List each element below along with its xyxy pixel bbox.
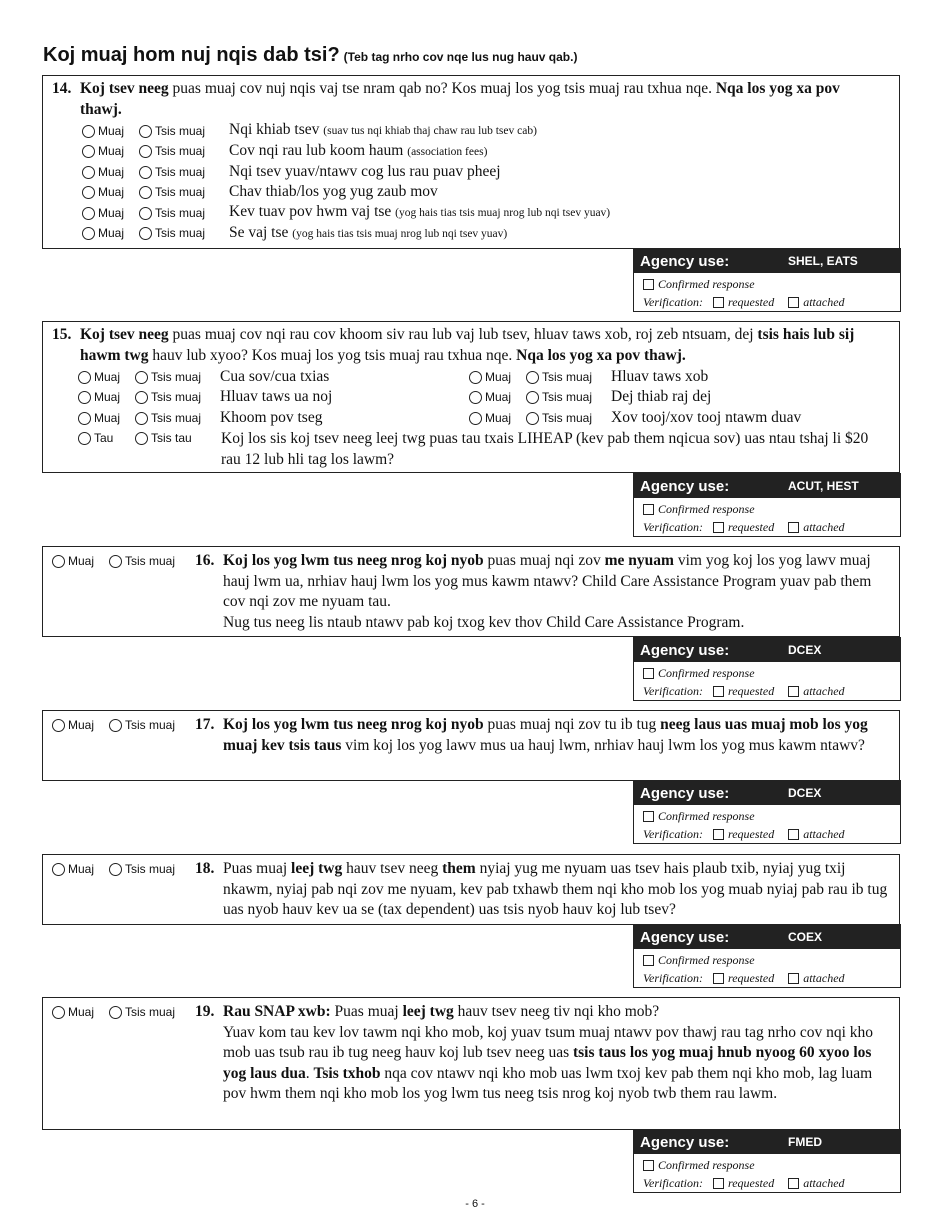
- question-text-part: puas muaj cov nqi rau cov khoom siv rau lub vaj lub tsev, hluav taws xob, roj zeb ntsuam, dej: [168, 326, 758, 343]
- agency-use-header: [634, 638, 900, 662]
- question-text-bold: them: [442, 860, 476, 877]
- question-number: 14.: [52, 80, 72, 97]
- expense-item: [229, 223, 507, 245]
- radio-circle-icon: [139, 207, 152, 220]
- radio-label: Muaj: [98, 164, 125, 179]
- radio-circle-icon: [82, 207, 95, 220]
- question-text: [223, 715, 885, 756]
- confirmed-row: [634, 275, 900, 293]
- radio-muaj[interactable]: [82, 121, 139, 142]
- confirmed-checkbox[interactable]: [643, 811, 654, 822]
- radio-circle-icon: [52, 555, 65, 568]
- radio-circle-icon: [135, 412, 148, 425]
- question-text-part: puas muaj cov nuj nqis vaj tse nram qab no? Kos muaj los yog tsis muaj rau txhua nqe.: [168, 80, 716, 97]
- verification-row: [634, 518, 900, 536]
- radio-circle-icon: [78, 371, 91, 384]
- agency-use-header: [634, 474, 900, 498]
- expense-item: [229, 120, 537, 142]
- option-row: [82, 203, 610, 223]
- radio-label: Muaj: [68, 1004, 95, 1019]
- question-text-bold: leej twg: [291, 860, 343, 877]
- option-row: [52, 551, 194, 571]
- requested-label: requested: [728, 294, 775, 309]
- radio-circle-icon: [139, 145, 152, 158]
- question-text-part: nyiaj yug me nyuam uas tsev hais plaub txib, nyiaj yug txij nkawm, nyiaj pab nqi zov me nyuam, kev pab txhawb them nqi kho mob los yog muab nyiaj pab rau ib tug uas nyob hauv kev ua se (tax dependent) uas tsis nyob hauv koj lub tsev?: [223, 860, 888, 918]
- attached-checkbox[interactable]: [788, 686, 799, 697]
- radio-tsis-muaj[interactable]: [139, 182, 229, 203]
- utility-item: Hluav taws xob: [611, 367, 709, 385]
- radio-label: Tsis muaj: [542, 369, 593, 384]
- option-row: [469, 408, 801, 428]
- radio-muaj[interactable]: [469, 387, 526, 408]
- requested-checkbox[interactable]: [713, 522, 724, 533]
- radio-circle-icon: [135, 371, 148, 384]
- expense-item-note: (yog hais tias tsis muaj nrog lub nqi tsev yuav): [395, 207, 611, 220]
- radio-tsis-muaj[interactable]: [139, 162, 229, 183]
- agency-use-header: [634, 1130, 900, 1154]
- radio-muaj[interactable]: [82, 223, 139, 244]
- radio-label: Tsis muaj: [155, 205, 206, 220]
- requested-checkbox[interactable]: [713, 1178, 724, 1189]
- attached-label: attached: [803, 970, 845, 985]
- confirmed-checkbox[interactable]: [643, 955, 654, 966]
- requested-label: requested: [728, 1175, 775, 1190]
- agency-use-label: Agency use:: [640, 477, 730, 495]
- attached-label: attached: [803, 1175, 845, 1190]
- radio-tsis-muaj[interactable]: [109, 715, 194, 736]
- page-title-main: Koj muaj hom nuj nqis dab tsi?: [43, 44, 340, 66]
- question-14: [42, 75, 900, 249]
- agency-use-box: [633, 1129, 901, 1193]
- attached-checkbox[interactable]: [788, 829, 799, 840]
- agency-use-label: Agency use:: [640, 641, 730, 659]
- radio-muaj[interactable]: [78, 367, 135, 388]
- radio-circle-icon: [82, 145, 95, 158]
- agency-use-box: [633, 924, 901, 988]
- radio-circle-icon: [109, 719, 122, 732]
- requested-checkbox[interactable]: [713, 973, 724, 984]
- radio-tsis-muaj[interactable]: [139, 141, 229, 162]
- confirmed-row: [634, 951, 900, 969]
- option-row: [82, 121, 537, 141]
- radio-label: Tsis muaj: [151, 369, 202, 384]
- option-row: [82, 142, 487, 162]
- expense-item-label: Nqi khiab tsev: [229, 121, 320, 139]
- radio-label: Muaj: [485, 410, 512, 425]
- radio-label: Tsis muaj: [542, 390, 593, 405]
- confirmed-checkbox[interactable]: [643, 504, 654, 515]
- question-text-part: puas muaj nqi zov: [483, 552, 605, 569]
- radio-label: Muaj: [98, 185, 125, 200]
- attached-label: attached: [803, 294, 845, 309]
- question-text-bold: tsis hais lub sij hawm twg: [80, 326, 855, 364]
- question-text-bold: Rau SNAP xwb:: [223, 1003, 331, 1020]
- radio-label: Muaj: [485, 390, 512, 405]
- agency-code: FMED: [788, 1135, 822, 1149]
- confirmed-row: [634, 807, 900, 825]
- question-17: [42, 710, 900, 781]
- expense-item-note: (association fees): [407, 145, 488, 158]
- radio-label: Muaj: [68, 553, 95, 568]
- question-text: [80, 325, 885, 366]
- radio-circle-icon: [82, 166, 95, 179]
- option-row: [78, 429, 220, 449]
- question-text-part: hauv tsev neeg: [342, 860, 443, 877]
- verification-row: [634, 1174, 900, 1192]
- expense-item: [229, 202, 610, 224]
- verification-row: [634, 682, 900, 700]
- radio-label: Muaj: [94, 369, 121, 384]
- radio-tsis-muaj[interactable]: [135, 367, 220, 388]
- radio-label: Tsis muaj: [125, 861, 176, 876]
- verification-label: Verification:: [643, 970, 703, 985]
- radio-circle-icon: [469, 391, 482, 404]
- confirmed-checkbox[interactable]: [643, 279, 654, 290]
- expense-item: [229, 162, 501, 183]
- verification-label: Verification:: [643, 519, 703, 534]
- question-text-bold: Tsis txhob: [313, 1064, 381, 1082]
- radio-tsis-muaj[interactable]: [139, 223, 229, 244]
- question-text: [80, 79, 880, 120]
- question-number: 16.: [195, 552, 215, 569]
- question-text-part: vim yog koj los yog lawv muaj hauj lwm ua, nrhiav hauj lwm los yog mus kawm ntawv? Child Care Assistance Program yuav pab them cov nqi zov me nyuam tau.: [223, 552, 872, 610]
- radio-tau[interactable]: [78, 428, 135, 449]
- expense-item-label: Chav thiab/los yog yug zaub mov: [229, 183, 438, 201]
- agency-use-box: [633, 780, 901, 844]
- radio-circle-icon: [135, 432, 148, 445]
- expense-item-label: Nqi tsev yuav/ntawv cog lus rau puav pheej: [229, 162, 501, 180]
- question-text-part: hauv tsev neeg tiv nqi kho mob?: [453, 1003, 660, 1020]
- radio-muaj[interactable]: [52, 859, 109, 880]
- expense-item-note: (suav tus nqi khiab thaj chaw rau lub tsev cab): [323, 125, 537, 138]
- verification-label: Verification:: [643, 1175, 703, 1190]
- agency-code: ACUT, HEST: [788, 479, 859, 493]
- radio-label: Tsis muaj: [542, 410, 593, 425]
- radio-circle-icon: [109, 555, 122, 568]
- agency-code: DCEX: [788, 786, 822, 800]
- requested-checkbox[interactable]: [713, 297, 724, 308]
- radio-circle-icon: [526, 371, 539, 384]
- agency-code: COEX: [788, 930, 823, 944]
- option-row: [469, 388, 711, 408]
- agency-use-label: Agency use:: [640, 1133, 730, 1151]
- option-row: [78, 388, 332, 408]
- confirmed-row: [634, 664, 900, 682]
- radio-label: Muaj: [485, 369, 512, 384]
- expense-item-label: Se vaj tse: [229, 223, 289, 241]
- radio-label: Tsis muaj: [155, 144, 206, 159]
- expense-item-note: (yog hais tias tsis muaj nrog lub nqi tsev yuav): [292, 227, 508, 240]
- question-text: [223, 1002, 893, 1105]
- verification-row: [634, 825, 900, 843]
- radio-circle-icon: [82, 227, 95, 240]
- question-text-part: hauv lub xyoo? Kos muaj los yog tsis muaj rau txhua nqe.: [148, 346, 517, 364]
- utility-item: Cua sov/cua txias: [220, 367, 330, 385]
- radio-label: Tsis muaj: [151, 390, 202, 405]
- confirmed-row: [634, 1156, 900, 1174]
- radio-tsis-muaj[interactable]: [526, 408, 611, 429]
- radio-tsis-muaj[interactable]: [109, 1002, 194, 1023]
- agency-use-box: [633, 637, 901, 701]
- radio-label: Tsis muaj: [155, 164, 206, 179]
- radio-circle-icon: [78, 391, 91, 404]
- confirmed-label: Confirmed response: [658, 665, 755, 680]
- verification-label: Verification:: [643, 294, 703, 309]
- question-text-part: Puas muaj: [223, 860, 292, 877]
- radio-tsis-muaj[interactable]: [526, 387, 611, 408]
- page-title-subtitle: (Teb tag nrho cov nqe lus nug hauv qab.): [343, 50, 578, 64]
- requested-label: requested: [728, 683, 775, 698]
- attached-checkbox[interactable]: [788, 297, 799, 308]
- question-text-part: Yuav kom tau kev lov tawm nqi kho mob, koj yuav tsum muaj ntawv pov thawj rau tag nrho cov nqi kho mob uas tsub rau ib tug neeg hauv koj lub tsev neeg uas: [223, 1023, 874, 1061]
- radio-label: Tsis tau: [151, 431, 192, 446]
- requested-checkbox[interactable]: [713, 686, 724, 697]
- question-text-bold: neeg laus uas muaj mob los yog muaj kev tsis taus: [223, 716, 868, 754]
- expense-item-label: Cov nqi rau lub koom haum: [229, 141, 404, 159]
- option-row: [82, 162, 501, 182]
- agency-use-label: Agency use:: [640, 928, 730, 946]
- requested-checkbox[interactable]: [713, 829, 724, 840]
- radio-circle-icon: [109, 863, 122, 876]
- radio-circle-icon: [78, 432, 91, 445]
- page-title: [43, 44, 577, 67]
- utility-item: Khoom pov tseg: [220, 408, 323, 426]
- radio-label: Tsis muaj: [125, 717, 176, 732]
- expense-item: [229, 182, 438, 203]
- radio-muaj[interactable]: [52, 1002, 109, 1023]
- verification-row: [634, 293, 900, 311]
- question-text-part: nqa cov ntawv nqi kho mob uas lwm txoj kev pab them nqi kho mob, lag luam pov hwm them nqi kho mob los yog lwm tus neeg tsis nrog koj nyob twb them rau lawm.: [223, 1064, 873, 1102]
- radio-circle-icon: [82, 125, 95, 138]
- radio-circle-icon: [52, 719, 65, 732]
- agency-code: DCEX: [788, 643, 822, 657]
- question-text-bold: Koj tsev neeg: [80, 326, 169, 343]
- option-row: [52, 859, 194, 879]
- radio-muaj[interactable]: [52, 715, 109, 736]
- question-15: [42, 321, 900, 473]
- radio-label: Tsis muaj: [155, 185, 206, 200]
- question-text-part: Nug tus neeg lis ntaub ntawv pab koj txog kev thov Child Care Assistance Program.: [223, 613, 745, 631]
- attached-checkbox[interactable]: [788, 973, 799, 984]
- radio-tsis-tau[interactable]: [135, 428, 220, 449]
- confirmed-checkbox[interactable]: [643, 1160, 654, 1171]
- radio-muaj[interactable]: [82, 141, 139, 162]
- question-number: 15.: [52, 326, 72, 343]
- requested-label: requested: [728, 970, 775, 985]
- radio-label: Muaj: [98, 123, 125, 138]
- radio-label: Muaj: [68, 717, 95, 732]
- question-16: [42, 546, 900, 637]
- question-text-bold: Koj los yog lwm tus neeg nrog koj nyob: [223, 552, 484, 569]
- radio-circle-icon: [139, 227, 152, 240]
- radio-muaj[interactable]: [82, 203, 139, 224]
- radio-circle-icon: [526, 412, 539, 425]
- radio-muaj[interactable]: [82, 162, 139, 183]
- radio-label: Tsis muaj: [155, 123, 206, 138]
- radio-circle-icon: [52, 1006, 65, 1019]
- option-row: [78, 367, 329, 387]
- question-text: [223, 859, 897, 921]
- agency-use-box: [633, 473, 901, 537]
- agency-use-header: [634, 781, 900, 805]
- radio-tsis-muaj[interactable]: [139, 121, 229, 142]
- radio-label: Tsis muaj: [155, 226, 206, 241]
- agency-code: SHEL, EATS: [788, 254, 858, 268]
- radio-muaj[interactable]: [78, 408, 135, 429]
- confirmed-label: Confirmed response: [658, 501, 755, 516]
- radio-tsis-muaj[interactable]: [109, 859, 194, 880]
- attached-label: attached: [803, 519, 845, 534]
- question-text-bold: me nyuam: [604, 552, 674, 569]
- radio-label: Tau: [94, 431, 114, 446]
- question-number: 17.: [195, 716, 215, 733]
- radio-label: Tsis muaj: [125, 1004, 176, 1019]
- question-text-bold: Koj tsev neeg: [80, 80, 169, 97]
- verification-label: Verification:: [643, 826, 703, 841]
- radio-muaj[interactable]: [82, 182, 139, 203]
- agency-use-label: Agency use:: [640, 784, 730, 802]
- radio-circle-icon: [135, 391, 148, 404]
- agency-use-header: [634, 249, 900, 273]
- option-row: [78, 408, 322, 428]
- question-text-bold: tsis taus los yog muaj hnub nyoog 60 xyoo los yog laus dua: [223, 1044, 872, 1082]
- question-text-bold: Koj los yog lwm tus neeg nrog koj nyob: [223, 716, 484, 733]
- utility-item: Xov tooj/xov tooj ntawm duav: [611, 408, 802, 426]
- question-number: 18.: [195, 860, 215, 877]
- radio-label: Muaj: [98, 144, 125, 159]
- radio-label: Muaj: [68, 861, 95, 876]
- radio-tsis-muaj[interactable]: [109, 551, 194, 572]
- radio-muaj[interactable]: [52, 551, 109, 572]
- question-text-bold: Nqa los yog xa pov thawj.: [516, 346, 686, 364]
- radio-circle-icon: [109, 1006, 122, 1019]
- radio-label: Tsis muaj: [151, 410, 202, 425]
- radio-circle-icon: [139, 166, 152, 179]
- expense-item-label: Kev tuav pov hwm vaj tse: [229, 203, 392, 221]
- radio-circle-icon: [469, 412, 482, 425]
- radio-label: Muaj: [98, 226, 125, 241]
- option-row: [82, 224, 507, 244]
- radio-tsis-muaj[interactable]: [135, 387, 220, 408]
- agency-use-header: [634, 925, 900, 949]
- radio-circle-icon: [82, 186, 95, 199]
- option-row: [52, 1002, 194, 1022]
- attached-checkbox[interactable]: [788, 1178, 799, 1189]
- attached-label: attached: [803, 826, 845, 841]
- radio-label: Tsis muaj: [125, 553, 176, 568]
- option-row: [469, 367, 708, 387]
- confirmed-label: Confirmed response: [658, 952, 755, 967]
- confirmed-label: Confirmed response: [658, 1157, 755, 1172]
- radio-tsis-muaj[interactable]: [526, 367, 611, 388]
- requested-label: requested: [728, 519, 775, 534]
- confirmed-label: Confirmed response: [658, 276, 755, 291]
- page-number: - 6 -: [465, 1198, 485, 1210]
- radio-circle-icon: [139, 125, 152, 138]
- question-text-bold: leej twg: [402, 1003, 454, 1020]
- verification-row: [634, 969, 900, 987]
- option-row: [52, 715, 194, 735]
- question-text-bold: Nqa los yog xa pov thawj.: [80, 80, 840, 118]
- liheap-question: Koj los sis koj tsev neeg leej twg puas tau txais LIHEAP (kev pab them nqicua sov) uas ntau tshaj li $20 rau 12 lub hli tag los lawm?: [221, 430, 869, 468]
- confirmed-checkbox[interactable]: [643, 668, 654, 679]
- radio-tsis-muaj[interactable]: [139, 203, 229, 224]
- question-text-part: vim koj los yog lawv mus ua hauj lwm, nrhiav hauj lwm los yog mus kawm ntawv?: [341, 736, 865, 754]
- utility-item: Hluav taws ua noj: [220, 388, 333, 406]
- radio-circle-icon: [469, 371, 482, 384]
- requested-label: requested: [728, 826, 775, 841]
- question-text: [223, 551, 895, 633]
- radio-muaj[interactable]: [469, 408, 526, 429]
- radio-label: Muaj: [98, 205, 125, 220]
- radio-circle-icon: [526, 391, 539, 404]
- utility-item: Dej thiab raj dej: [611, 388, 712, 406]
- attached-label: attached: [803, 683, 845, 698]
- radio-label: Muaj: [94, 390, 121, 405]
- question-number: 19.: [195, 1003, 215, 1020]
- radio-muaj[interactable]: [78, 387, 135, 408]
- question-19: [42, 997, 900, 1130]
- verification-label: Verification:: [643, 683, 703, 698]
- expense-item: [229, 141, 487, 163]
- agency-use-label: Agency use:: [640, 252, 730, 270]
- question-text-part: .: [305, 1064, 314, 1082]
- radio-circle-icon: [78, 412, 91, 425]
- question-18: [42, 854, 900, 925]
- question-text-part: Puas muaj: [330, 1003, 403, 1020]
- confirmed-label: Confirmed response: [658, 808, 755, 823]
- option-row: [82, 183, 438, 203]
- question-text-part: puas muaj nqi zov tu ib tug: [483, 716, 661, 733]
- radio-label: Muaj: [94, 410, 121, 425]
- radio-muaj[interactable]: [469, 367, 526, 388]
- agency-use-box: [633, 248, 901, 312]
- radio-tsis-muaj[interactable]: [135, 408, 220, 429]
- attached-checkbox[interactable]: [788, 522, 799, 533]
- confirmed-row: [634, 500, 900, 518]
- radio-circle-icon: [52, 863, 65, 876]
- radio-circle-icon: [139, 186, 152, 199]
